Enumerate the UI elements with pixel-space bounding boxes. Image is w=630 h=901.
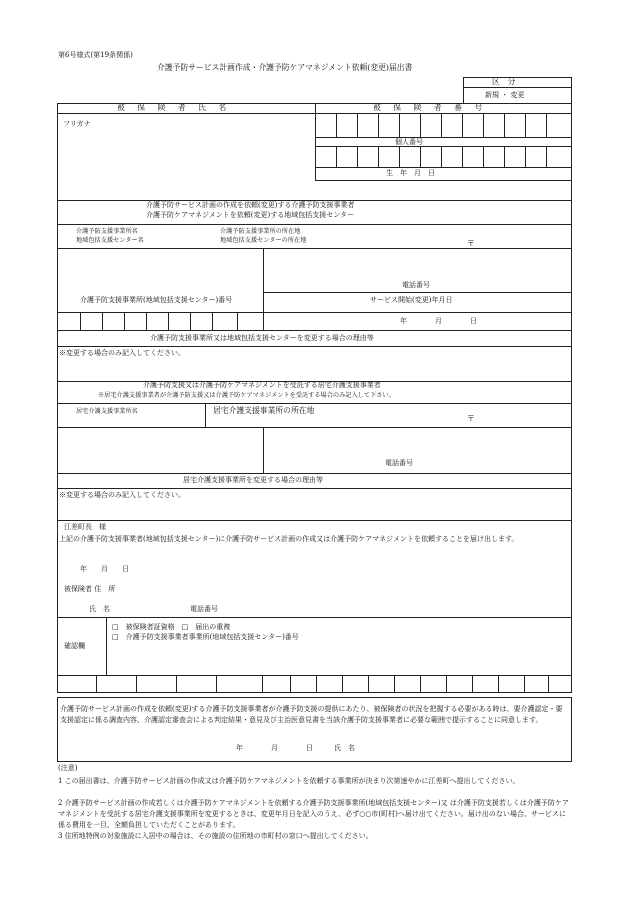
birthdate-label: 生 年 月 日: [386, 169, 435, 177]
section1-heading-1: 介護予防サービス計画の作成を依頼(変更)する介護予防支援事業者: [146, 201, 355, 209]
confirmation-label: 確認欄: [64, 642, 85, 650]
section1-reason-field[interactable]: [60, 360, 568, 380]
kubun-value[interactable]: 新規 ・ 変更: [485, 91, 525, 99]
consent-text: 介護予防サービス計画の作成を依頼(変更)する介護予防支援事業者が介護予防支援の提供にあたり、被保険者の状況を把握する必要がある時は、要介護認定・要支援認定に係る調査内容、介護認定審査会による判定結果・意見及び主治医意見書を当該介護予防支援事業者に必要な範囲で提示することに同意します。: [60, 705, 563, 724]
applicant-address-field[interactable]: [120, 583, 560, 597]
applicant-phone-label: 電話番号: [190, 605, 218, 613]
form-number: 第6号様式(第19条関係): [58, 51, 133, 59]
office-address-label-1: 介護予防支援事業所の所在地: [220, 228, 301, 235]
addressee: 江差町長 様: [64, 523, 106, 531]
applicant-name-label: 氏 名: [89, 605, 110, 613]
kyotaku-name-field[interactable]: [60, 430, 260, 470]
applicant-address-label: 被保険者 住 所: [64, 585, 116, 593]
consent-sign-line[interactable]: 年 月 日 氏 名: [236, 744, 355, 752]
office-number-label: 介護予防支援事業所(地域包括支援センター)番号: [80, 296, 233, 304]
kubun-label: 区 分: [492, 77, 516, 86]
personal-number-field[interactable]: [316, 147, 571, 167]
section1-reason-heading: 介護予防支援事業所又は地域包括支援センターを変更する場合の理由等: [150, 334, 374, 342]
insured-number-label: 被 保 険 者 番 号: [373, 103, 488, 112]
confirmation-number-field[interactable]: [58, 676, 571, 692]
office-number-field[interactable]: [58, 313, 262, 330]
confirmation-check-1[interactable]: □ 被保険者証資格 □ 届出の重複: [112, 623, 231, 631]
office-phone-label: 電話番号: [402, 281, 430, 289]
section2-reason-heading: 居宅介護支援事業所を変更する場合の理由等: [183, 476, 323, 484]
note-3: 3 住所地特例の対象施設に入居中の場合は、その施設の住所地の市町村の窓口へ提出してください。: [58, 832, 373, 840]
note-1: 1 この届出書は、介護予防サービス計画の作成又は介護予防ケアマネジメントを依頼する事業所が決まり次第速やかに江差町へ提出してください。: [58, 777, 520, 785]
office-name-label-1: 介護予防支援事業所名: [76, 228, 138, 235]
office-address-label-2: 地域包括支援センターの所在地: [220, 237, 307, 244]
application-date[interactable]: 年 月 日: [80, 565, 129, 573]
insured-number-field[interactable]: [316, 114, 571, 137]
birthdate-field[interactable]: [316, 168, 571, 180]
insured-name-field[interactable]: [60, 130, 312, 178]
kyotaku-address-field[interactable]: [266, 430, 569, 456]
kyotaku-address-label: 居宅介護支援事業所の所在地: [213, 406, 315, 415]
service-start-date[interactable]: 年 月 日: [400, 317, 477, 325]
section2-heading-1: 介護予防支援又は介護予防ケアマネジメントを受託する居宅介護支援事業者: [143, 381, 381, 389]
notes-heading: (注意): [58, 764, 78, 772]
postal-mark-2: 〒: [467, 414, 475, 423]
kyotaku-name-label: 居宅介護支援事業所名: [76, 408, 138, 415]
insured-name-label: 被 保 険 者 氏 名: [117, 103, 232, 112]
applicant-phone-field[interactable]: [235, 603, 435, 617]
kyotaku-phone-label: 電話番号: [385, 459, 413, 467]
personal-number-label: 個人番号: [395, 138, 423, 146]
section2-heading-2: ※居宅介護支援事業者が介護予防支援又は介護予防ケアマネジメントを受託する場合のみ記入して下さい。: [98, 392, 395, 399]
form-title: 介護予防サービス計画作成・介護予防ケアマネジメント依頼(変更)届出書: [157, 63, 413, 72]
application-body: 上記の介護予防支援事業者(地域包括支援センター)に介護予防サービス計画の作成又は介護予防ケアマネジメントを依頼することを届け出します。: [59, 535, 519, 543]
applicant-name-field[interactable]: [110, 603, 180, 617]
note-2: 2 介護予防サービス計画の作成若しくは介護予防ケアマネジメントを依頼する介護予防支援事業所(地域包括支援センター)又 は介護予防支援若しくは介護予防ケアマネジメントを受託する居宅介護支援事業所を変更するときは、変更年月日を記入のうえ、必ず○○市(町村)へ届け出てください。届け出のない場合、サービスに係る費用を一旦、全額負担していただくことがあります。: [58, 799, 569, 829]
section2-reason-note: ※変更する場合のみ記入してください。: [59, 491, 185, 499]
service-start-label: サービス開始(変更)年月日: [370, 296, 453, 304]
office-name-field[interactable]: [60, 251, 260, 293]
furigana-label: フリガナ: [63, 120, 91, 128]
confirmation-check-2[interactable]: □ 介護予防支援事業者事業所(地域包括支援センター)番号: [112, 633, 299, 641]
office-name-label-2: 地域包括支援センター名: [76, 237, 144, 244]
postal-mark-1: 〒: [467, 239, 475, 248]
section2-reason-field[interactable]: [60, 502, 568, 519]
section1-reason-note: ※変更する場合のみ記入してください。: [59, 349, 185, 357]
section1-heading-2: 介護予防ケアマネジメントを依頼(変更)する地域包括支援センター: [146, 211, 354, 219]
office-address-field[interactable]: [266, 251, 569, 279]
